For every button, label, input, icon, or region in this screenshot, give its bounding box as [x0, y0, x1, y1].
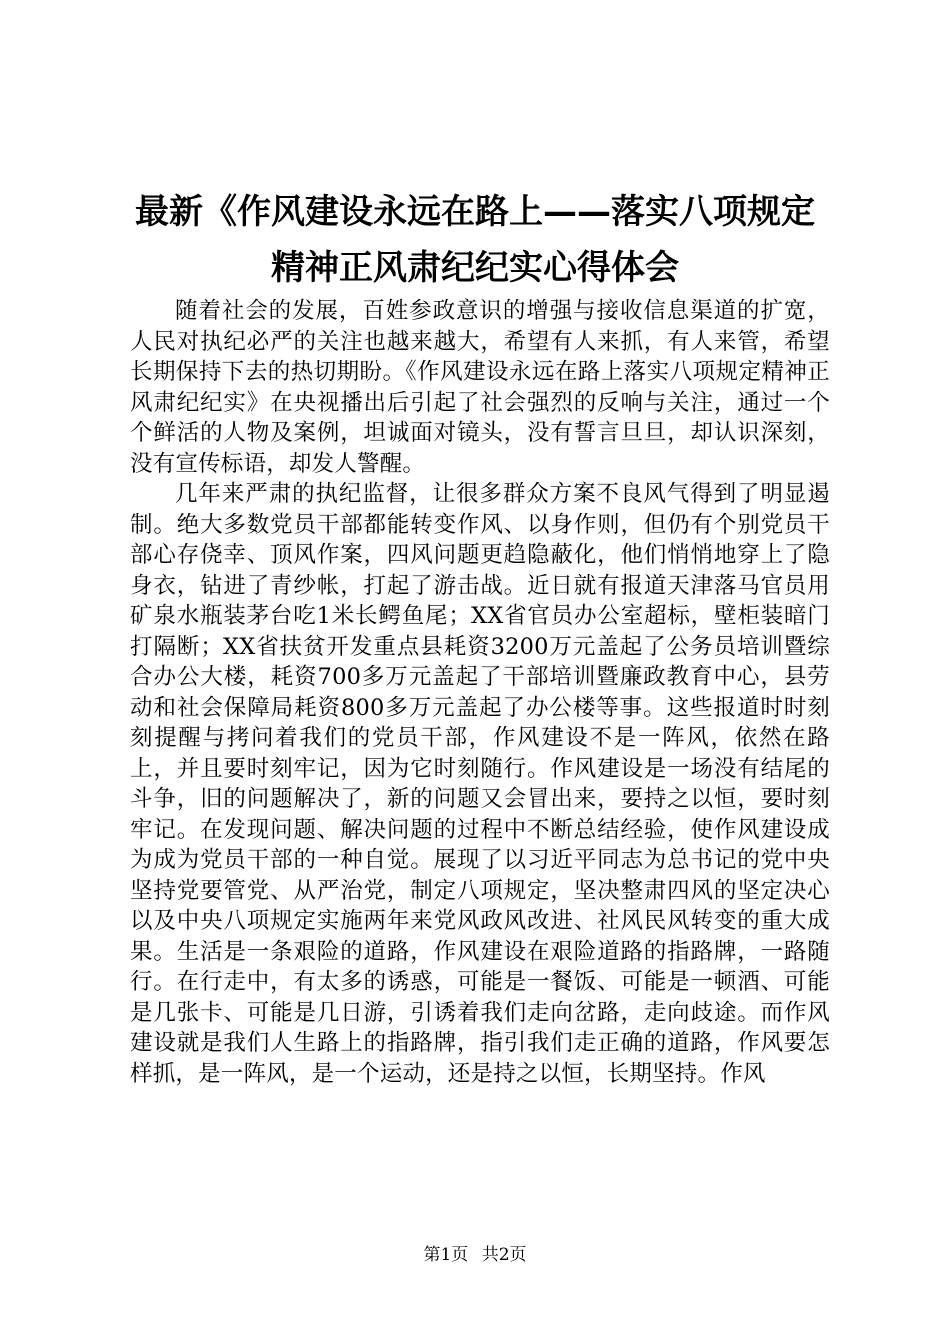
document-title-line-1: 最新《作风建设永远在路上——落实八项规定 — [135, 192, 815, 232]
page-footer — [0, 1244, 950, 1266]
document-body — [130, 296, 830, 1089]
page-total: 共2页 — [481, 1245, 527, 1265]
paragraph-1: 随着社会的发展，百姓参政意识的增强与接收信息渠道的扩宽，人民对执纪必严的关注也越来越大，希望有人来抓，有人来管，希望长期保持下去的热切期盼。《作风建设永远在路上落实八项规定精神正风肃纪纪实》在央视播出后引起了社会强烈的反响与关注，通过一个个鲜活的人物及案例，坦诚面对镜头，没有誓言旦旦，却认识深刻，没有宣传标语，却发人警醒。 — [130, 298, 830, 477]
page-number: 第1页 — [423, 1245, 469, 1265]
document-title-line-2: 精神正风肃纪纪实心得体会 — [271, 248, 679, 288]
paragraph-2: 几年来严肃的执纪监督，让很多群众方案不良风气得到了明显遏制。绝大多数党员干部都能转变作风、以身作则，但仍有个别党员干部心存侥幸、顶风作案，四风问题更趋隐蔽化，他们悄悄地穿上了隐身衣，钻进了青纱帐，打起了游击战。近日就有报道天津落马官员用矿泉水瓶装茅台吃1米长鳄鱼尾；XX省官员办公室超标，壁柜装暗门打隔断；XX省扶贫开发重点县耗资3200万元盖起了公务员培训暨综合办公大楼，耗资700多万元盖起了干部培训暨廉政教育中心，县劳动和社会保障局耗资800多万元盖起了办公楼等事。这些报道时时刻刻提醒与拷问着我们的党员干部，作风建设不是一阵风，依然在路上，并且要时刻牢记，因为它时刻随行。作风建设是一场没有结尾的斗争，旧的问题解决了，新的问题又会冒出来，要持之以恒，要时刻牢记。在发现问题、解决问题的过程中不断总结经验，使作风建设成为成为党员干部的一种自觉。展现了以习近平同志为总书记的党中央坚持党要管党、从严治党，制定八项规定，坚决整肃四风的坚定决心以及中央八项规定实施两年来党风政风改进、社风民风转变的重大成果。生活是一条艰险的道路，作风建设在艰险道路的指路牌，一路随行。在行走中，有太多的诱惑，可能是一餐饭、可能是一顿酒、可能是几张卡、可能是几日游，引诱着我们走向岔路，走向歧途。而作风建设就是我们人生路上的指路牌，指引我们走正确的道路，作风要怎样抓，是一阵风，是一个运动，还是持之以恒，长期坚持。作风 — [130, 481, 830, 1087]
